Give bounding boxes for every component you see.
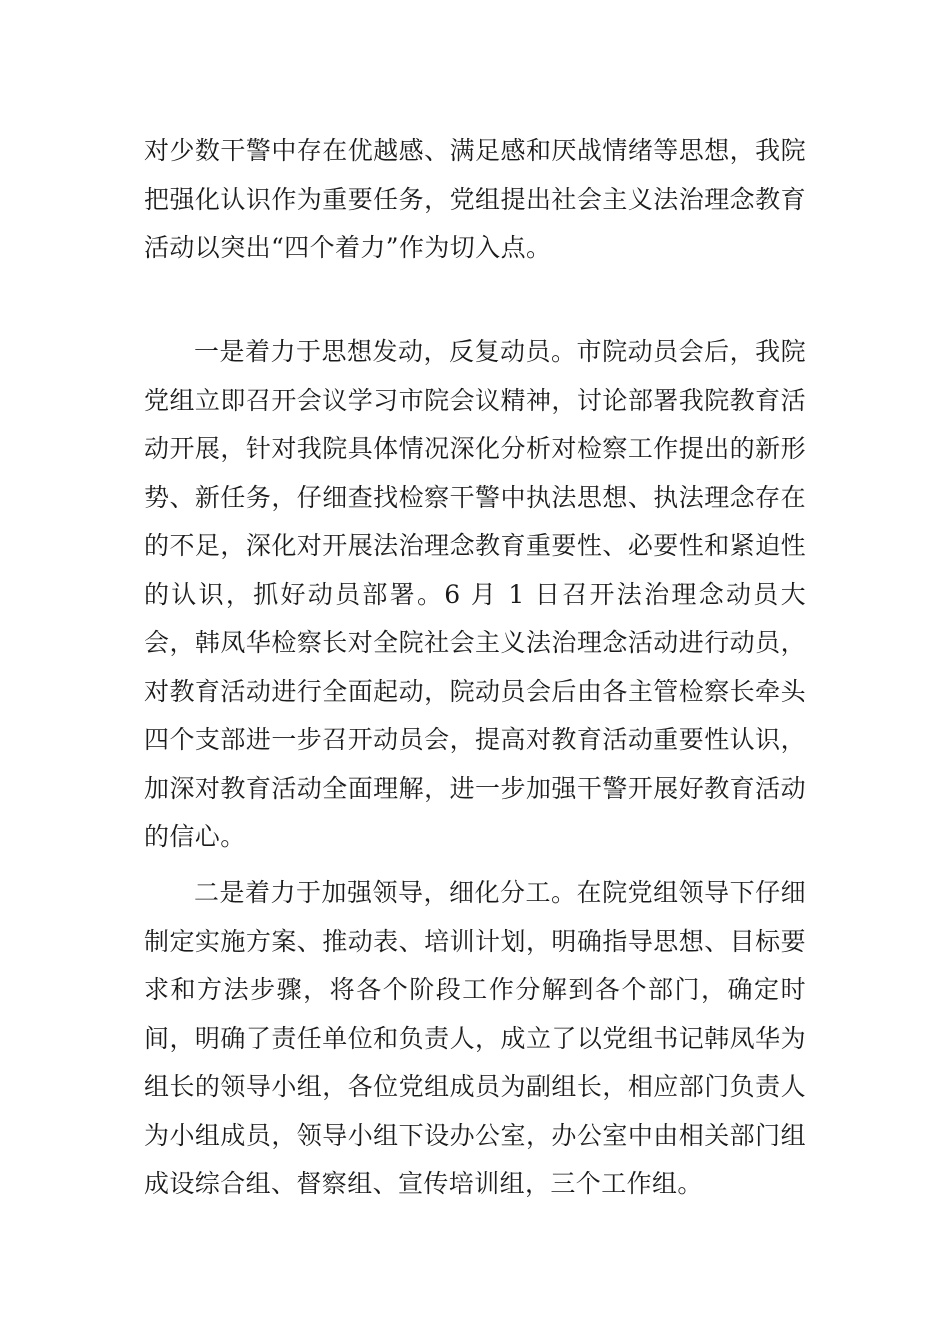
paragraph-mobilization: 一是着力于思想发动，反复动员。市院动员会后，我院党组立即召开会议学习市院会议精神，讨论部署我院教育活动开展，针对我院具体情况深化分析对检察工作提出的新形势、新任务，仔细查找检察干警中执法思想、执法理念存在的不足，深化对开展法治理念教育重要性、必要性和紧迫性的认识，抓好动员部署。6 月 1 日召开法治理念动员大会，韩凤华检察长对全院社会主义法治理念活动进行动员，对教育活动进行全面起动，院动员会后由各主管检察长牵头四个支部进一步召开动员会，提高对教育活动重要性认识，加深对教育活动全面理解，进一步加强干警开展好教育活动的信心。 (144, 337, 806, 851)
paragraph-intro: 对少数干警中存在优越感、满足感和厌战情绪等思想，我院把强化认识作为重要任务，党组提出社会主义法治理念教育活动以突出“四个着力”作为切入点。 (144, 136, 806, 262)
paragraph-leadership: 二是着力于加强领导，细化分工。在院党组领导下仔细制定实施方案、推动表、培训计划，明确指导思想、目标要求和方法步骤，将各个阶段工作分解到各个部门，确定时间，明确了责任单位和负责人，成立了以党组书记韩凤华为组长的领导小组，各位党组成员为副组长，相应部门负责人为小组成员，领导小组下设办公室，办公室中由相关部门组成设综合组、督察组、宣传培训组，三个工作组。 (144, 878, 806, 1198)
